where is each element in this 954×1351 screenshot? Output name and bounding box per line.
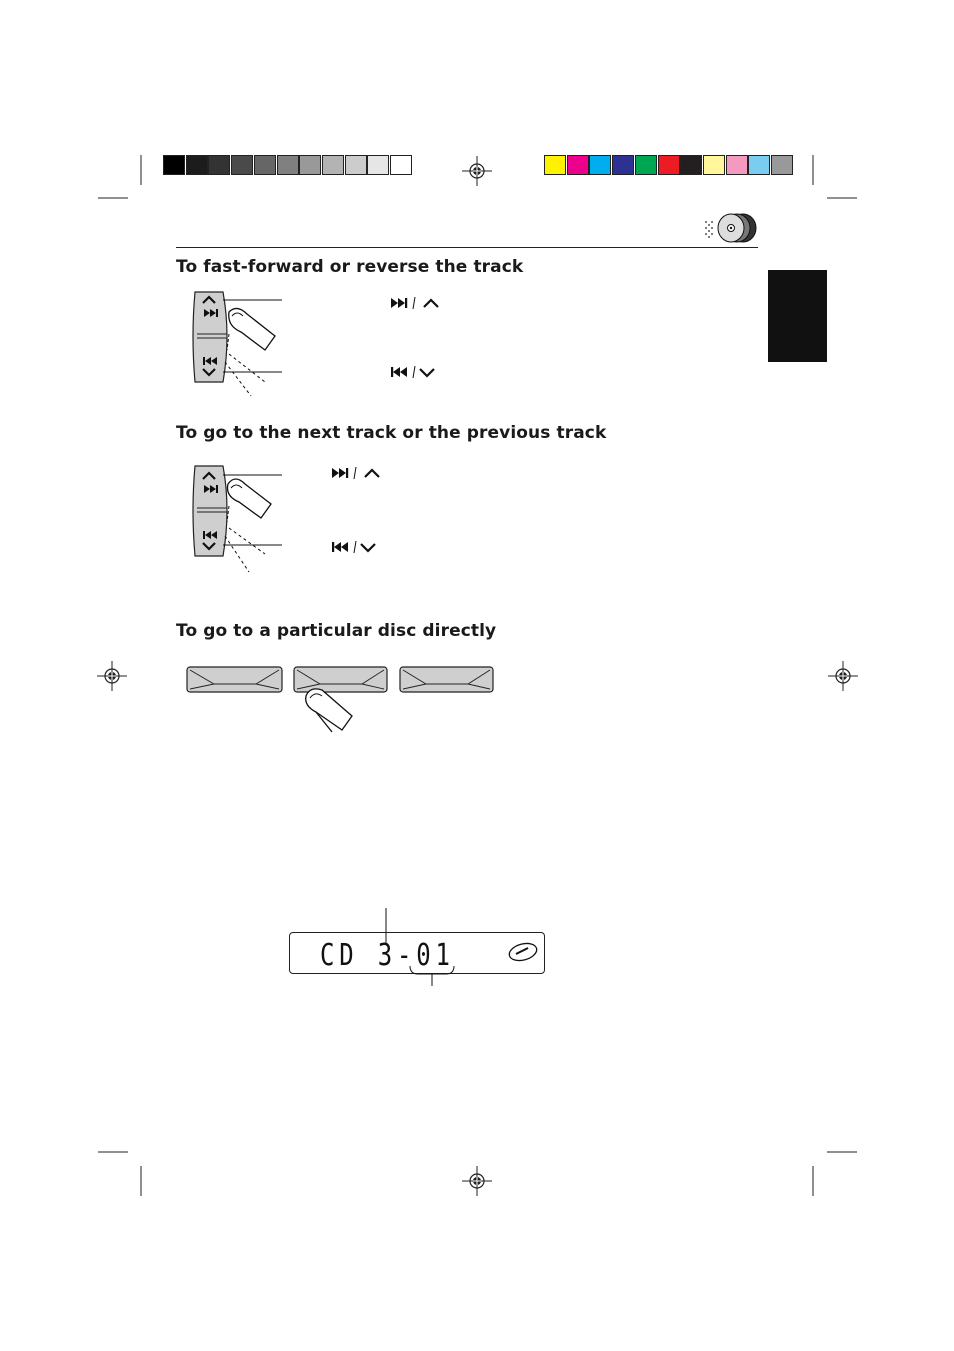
preset-buttons-illustration: [186, 666, 496, 736]
color-swatch: [254, 155, 276, 175]
prev-track-symbol-row: [331, 540, 383, 554]
chevron-down-icon: [361, 544, 375, 551]
color-swatch: [658, 155, 680, 175]
registration-mark-icon: [97, 661, 127, 691]
next-track-symbol-row: [390, 296, 442, 310]
color-swatch: [635, 155, 657, 175]
color-swatch: [299, 155, 321, 175]
chevron-up-icon: [365, 470, 379, 477]
section-heading-fast-forward: To fast-forward or reverse the track: [176, 257, 524, 277]
color-swatch: [322, 155, 344, 175]
color-swatch: [771, 155, 793, 175]
color-swatch: [277, 155, 299, 175]
finger-press-icon: [225, 308, 275, 396]
color-swatch: [680, 155, 702, 175]
disc-icon: [507, 942, 539, 962]
next-track-icon: [391, 298, 407, 308]
color-swatch: [345, 155, 367, 175]
chevron-up-icon: [424, 300, 438, 307]
preset-button: [400, 667, 493, 692]
prev-track-symbol-row: [390, 365, 442, 379]
color-swatch: [544, 155, 566, 175]
section-heading-next-previous: To go to the next track or the previous track: [176, 423, 607, 443]
color-swatch: [612, 155, 634, 175]
registration-mark-icon: [462, 1166, 492, 1196]
finger-press-icon: [225, 479, 271, 572]
header-rule: [176, 247, 758, 248]
section-heading-particular-disc: To go to a particular disc directly: [176, 621, 497, 641]
finger-press-icon: [306, 689, 352, 732]
track-button-illustration: [185, 286, 295, 401]
color-swatch: [231, 155, 253, 175]
next-track-icon: [332, 468, 348, 478]
prev-track-icon: [391, 367, 407, 377]
color-swatch: [748, 155, 770, 175]
prev-track-icon: [332, 542, 348, 552]
color-swatch: [703, 155, 725, 175]
color-swatch: [589, 155, 611, 175]
color-swatch: [186, 155, 208, 175]
track-button-illustration: [185, 462, 295, 577]
preset-button: [294, 667, 387, 692]
color-swatch: [163, 155, 185, 175]
color-swatch: [367, 155, 389, 175]
color-swatch: [390, 155, 412, 175]
color-swatch: [726, 155, 748, 175]
next-track-symbol-row: [331, 466, 383, 480]
color-swatch: [208, 155, 230, 175]
cd-changer-icon: [702, 212, 758, 246]
color-swatch: [567, 155, 589, 175]
preset-button: [187, 667, 282, 692]
registration-mark-icon: [462, 156, 492, 186]
registration-mark-icon: [828, 661, 858, 691]
language-tab: [768, 270, 827, 362]
display-readout: CD 3-01: [320, 938, 455, 973]
chevron-down-icon: [420, 369, 434, 376]
